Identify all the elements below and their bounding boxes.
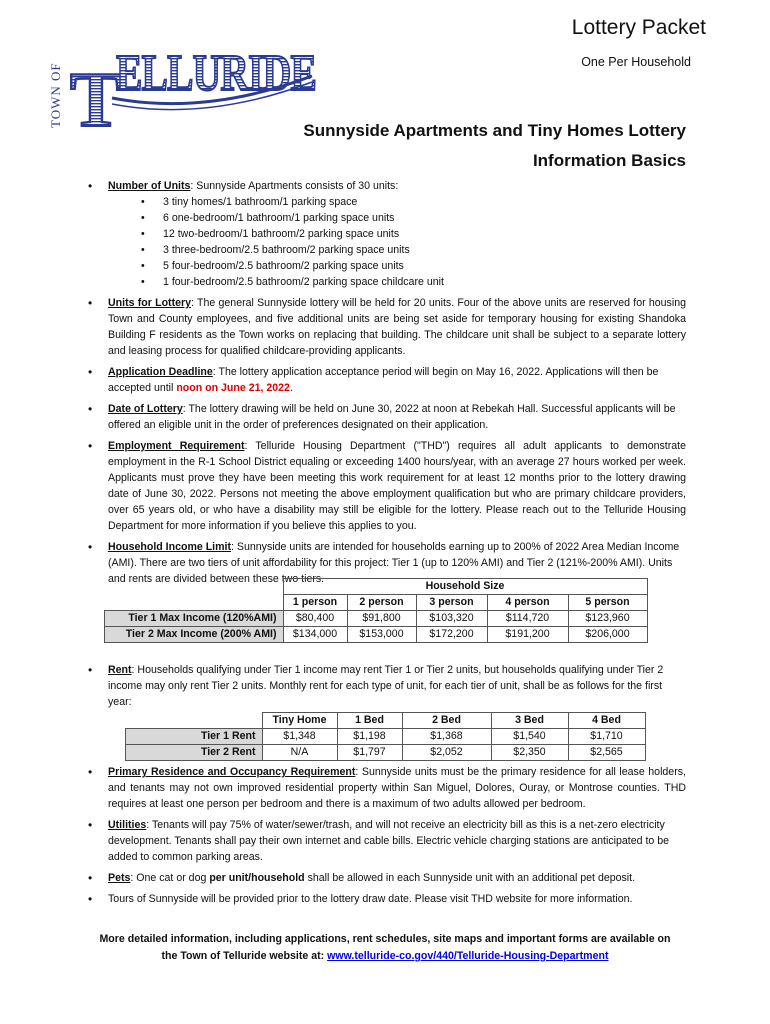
lottery-date-text: : The lottery drawing will be held on June 30, 2022 at noon at Rebekah Hall. Successful applicants will be offered an eligible unit in the order of preferences designated on their application. bbox=[108, 403, 676, 431]
income-label: Household Income Limit bbox=[108, 541, 232, 553]
utilities-text: : Tenants will pay 75% of water/sewer/trash, and will not receive an electricity bill as this is a net-zero electricity development. Tenants shall pay their own internet and cable bills. Electric vehicle charging stations are anticipated to be added to common parking areas. bbox=[108, 819, 670, 863]
table-cell: $1,540 bbox=[491, 729, 568, 745]
table-cell: $1,198 bbox=[337, 729, 402, 745]
units-section bbox=[84, 178, 686, 290]
table-row bbox=[105, 595, 648, 611]
bullet-icon: • bbox=[88, 663, 93, 677]
footer-line1: More detailed information, including applications, rent schedules, site maps and important forms are available on bbox=[99, 933, 671, 945]
utilities-label: Utilities bbox=[108, 819, 147, 831]
packet-title: Lottery Packet bbox=[571, 16, 706, 39]
table-row bbox=[105, 579, 648, 595]
table-cell: $172,200 bbox=[416, 627, 487, 643]
table-cell: $1,348 bbox=[262, 729, 337, 745]
footer-note bbox=[60, 931, 710, 965]
list-item: • 6 one-bedroom/1 bathroom/1 parking space units bbox=[141, 210, 686, 226]
residence-label: Primary Residence and Occupancy Requirement bbox=[108, 766, 356, 778]
table-cell: $134,000 bbox=[283, 627, 347, 643]
table-cell: $103,320 bbox=[416, 611, 487, 627]
lottery-units-label: Units for Lottery bbox=[108, 297, 192, 309]
deadline-highlight: noon on June 21, 2022 bbox=[176, 382, 290, 394]
rent-table bbox=[125, 712, 646, 761]
bullet-icon: • bbox=[88, 179, 93, 193]
bullet-icon: • bbox=[88, 871, 93, 885]
deadline-section bbox=[84, 364, 686, 396]
pets-text-end: shall be allowed in each Sunnyside unit with an additional pet deposit. bbox=[304, 872, 636, 884]
table-corner bbox=[105, 595, 284, 611]
units-text: : Sunnyside Apartments consists of 30 units: bbox=[190, 180, 399, 192]
rent-text: : Households qualifying under Tier 1 income may rent Tier 1 or Tier 2 units, but households qualifying under Tier 2 income may only rent Tier 2 units. Monthly rent for each type of unit, for each tier of unit, shall be as follows for the first year: bbox=[108, 664, 664, 708]
table-cell: $191,200 bbox=[487, 627, 568, 643]
housing-department-link[interactable]: www.telluride-co.gov/440/Telluride-Housing-Department bbox=[327, 950, 609, 962]
row-label: Tier 1 Max Income (120%AMI) bbox=[105, 611, 284, 627]
rent-section bbox=[84, 662, 686, 710]
bullet-icon: • bbox=[88, 402, 93, 416]
bullet-icon: • bbox=[88, 540, 93, 554]
income-text: : Sunnyside units are intended for households earning up to 200% of 2022 Area Median Income (AMI). There are two tiers of unit affordability for this project: Tier 1 (up to 120% AMI) and Tier 2 (121%-200% AMI). Units and rents are divided between these two tiers. bbox=[108, 541, 680, 585]
document-title bbox=[166, 116, 686, 176]
svg-text:ELLURIDE: ELLURIDE bbox=[116, 45, 316, 102]
table-cell: $91,800 bbox=[347, 611, 416, 627]
table-cell: $153,000 bbox=[347, 627, 416, 643]
table-corner bbox=[105, 579, 284, 595]
pets-bold-text: per unit/household bbox=[209, 872, 305, 884]
list-item: • 3 three-bedroom/2.5 bathroom/2 parking space units bbox=[141, 242, 686, 258]
packet-subtitle: One Per Household bbox=[581, 55, 691, 69]
lottery-units-section bbox=[84, 295, 686, 359]
column-header: 4 person bbox=[487, 595, 568, 611]
bullet-icon: • bbox=[88, 892, 93, 906]
bullet-icon: • bbox=[88, 439, 93, 453]
tours-section bbox=[84, 891, 686, 907]
deadline-label: Application Deadline bbox=[108, 366, 213, 378]
list-item: • 5 four-bedroom/2.5 bathroom/2 parking space units bbox=[141, 258, 686, 274]
table-cell: $2,565 bbox=[568, 745, 645, 761]
utilities-section bbox=[84, 817, 686, 865]
deadline-text: : The lottery application acceptance period will begin on May 16, 2022. Applications will then be accepted until bbox=[108, 366, 659, 394]
table-cell: $123,960 bbox=[568, 611, 647, 627]
employment-text: : Telluride Housing Department ("THD") requires all adult applicants to demonstrate employment in the R-1 School District equaling or exceeding 1400 hours/year, with an average 27 hours worked per week. Applicants must prove they have been meeting this work requirement for at least 12 months prior to the lottery drawing date of June 30, 2022. Persons not meeting the above employment qualification but who are primary childcare providers, over 65 years old, or who have a disability may still be eligible for the lottery. Please reach out to the Telluride Housing Department for more information if you believe this applies to you. bbox=[108, 440, 686, 532]
bullet-icon: • bbox=[88, 765, 93, 779]
household-size-header: Household Size bbox=[283, 579, 647, 595]
table-cell: $114,720 bbox=[487, 611, 568, 627]
row-label: Tier 2 Rent bbox=[126, 745, 263, 761]
column-header: 1 person bbox=[283, 595, 347, 611]
table-row bbox=[126, 745, 646, 761]
footer-line2 bbox=[60, 948, 710, 965]
table-cell: $1,797 bbox=[337, 745, 402, 761]
column-header: 3 Bed bbox=[491, 713, 568, 729]
bullet-icon: • bbox=[88, 296, 93, 310]
residence-text: : Sunnyside units must be the primary residence for all lease holders, and tenants may not own improved residential property within San Miguel, Dolores, Ouray, or Montrose counties. THD requires at least one person per bedroom and there is a maximum of two adults allowed per bedroom. bbox=[108, 766, 686, 810]
column-header: 3 person bbox=[416, 595, 487, 611]
column-header: 5 person bbox=[568, 595, 647, 611]
income-limit-table bbox=[104, 578, 648, 643]
svg-text:T: T bbox=[70, 56, 123, 143]
pets-label: Pets bbox=[108, 872, 131, 884]
column-header: Tiny Home bbox=[262, 713, 337, 729]
document-title-line1: Sunnyside Apartments and Tiny Homes Lottery bbox=[303, 121, 686, 140]
residence-section bbox=[84, 764, 686, 812]
pets-text: : One cat or dog bbox=[130, 872, 210, 884]
tours-text: Tours of Sunnyside will be provided prior to the lottery draw date. Please visit THD website for more information. bbox=[108, 893, 633, 905]
units-label: Number of Units bbox=[108, 180, 191, 192]
employment-section bbox=[84, 438, 686, 534]
table-row bbox=[126, 729, 646, 745]
table-row bbox=[105, 611, 648, 627]
pets-section bbox=[84, 870, 686, 886]
table-cell: $206,000 bbox=[568, 627, 647, 643]
deadline-text-end: . bbox=[289, 382, 293, 394]
column-header: 2 Bed bbox=[402, 713, 491, 729]
list-item: • 1 four-bedroom/2.5 bathroom/2 parking space childcare unit bbox=[141, 274, 686, 290]
list-item: • 3 tiny homes/1 bathroom/1 parking space bbox=[141, 194, 686, 210]
info-list bbox=[84, 178, 686, 592]
lottery-date-section bbox=[84, 401, 686, 433]
info-list-final bbox=[84, 764, 686, 912]
bullet-icon: • bbox=[88, 365, 93, 379]
table-cell: N/A bbox=[262, 745, 337, 761]
table-row bbox=[105, 627, 648, 643]
table-cell: $1,710 bbox=[568, 729, 645, 745]
rent-label: Rent bbox=[108, 664, 132, 676]
svg-text:TOWN OF: TOWN OF bbox=[48, 62, 63, 128]
units-breakdown-list bbox=[108, 194, 686, 290]
employment-label: Employment Requirement bbox=[108, 440, 245, 452]
document-title-line2: Information Basics bbox=[532, 151, 686, 170]
bullet-icon: • bbox=[88, 818, 93, 832]
footer-prefix: the Town of Telluride website at: bbox=[161, 950, 328, 962]
table-corner bbox=[126, 713, 263, 729]
column-header: 2 person bbox=[347, 595, 416, 611]
table-cell: $80,400 bbox=[283, 611, 347, 627]
column-header: 4 Bed bbox=[568, 713, 645, 729]
row-label: Tier 1 Rent bbox=[126, 729, 263, 745]
lottery-date-label: Date of Lottery bbox=[108, 403, 183, 415]
lottery-units-text: : The general Sunnyside lottery will be held for 20 units. Four of the above units are reserved for housing Town and County employees, and five additional units are being set aside for temporary housing for existing Shandoka Building F residents as the Town works on replacing that building. The childcare unit shall be subject to a separate lottery and leasing process for qualified childcare-providing applicants. bbox=[108, 297, 686, 357]
list-item: • 12 two-bedroom/1 bathroom/2 parking space units bbox=[141, 226, 686, 242]
table-cell: $2,350 bbox=[491, 745, 568, 761]
table-row bbox=[126, 713, 646, 729]
table-cell: $2,052 bbox=[402, 745, 491, 761]
column-header: 1 Bed bbox=[337, 713, 402, 729]
table-cell: $1,368 bbox=[402, 729, 491, 745]
row-label: Tier 2 Max Income (200% AMI) bbox=[105, 627, 284, 643]
info-list-continued bbox=[84, 662, 686, 715]
